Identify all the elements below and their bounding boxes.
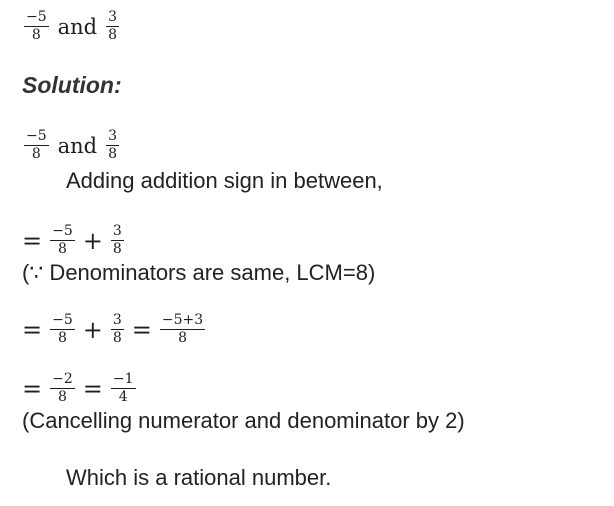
numerator: 3: [112, 312, 122, 328]
numerator: −5: [26, 9, 47, 25]
equals-sign: =: [22, 315, 43, 344]
numerator: −5+3: [161, 312, 204, 328]
denominator: 8: [31, 27, 41, 43]
fraction: [24, 129, 49, 162]
denominator: 8: [112, 241, 122, 257]
equation-1: [22, 224, 126, 257]
step-adding-text: Adding addition sign in between,: [66, 168, 383, 193]
fraction: [111, 313, 124, 346]
numerator: −2: [52, 371, 73, 387]
fraction: [111, 224, 124, 257]
cancel-note: (Cancelling numerator and denominator by 2): [22, 408, 465, 433]
numerator: −1: [112, 371, 134, 387]
equals-sign: =: [131, 315, 152, 344]
plus-sign: +: [82, 226, 103, 255]
denominator: 8: [57, 389, 67, 405]
fraction: [50, 224, 75, 257]
and-word: and: [57, 133, 98, 158]
equals-sign: =: [22, 226, 43, 255]
lcm-note: (∵ Denominators are same, LCM=8): [22, 260, 376, 285]
solution-heading: Solution:: [22, 72, 122, 98]
numerator: 3: [108, 9, 118, 25]
and-word: and: [57, 14, 98, 39]
numerator: 3: [112, 223, 122, 239]
equals-sign: =: [22, 374, 43, 403]
denominator: 8: [178, 330, 187, 346]
numerator: 3: [108, 128, 118, 144]
fraction: [50, 372, 75, 405]
plus-sign: +: [82, 315, 103, 344]
fraction: [160, 313, 205, 346]
denominator: 8: [57, 241, 67, 257]
denominator: 8: [108, 27, 118, 43]
fraction: [106, 10, 119, 43]
fraction: [24, 10, 49, 43]
question-expression: [22, 10, 121, 43]
equation-3: [22, 372, 138, 405]
equals-sign: =: [82, 374, 103, 403]
fraction: [106, 129, 119, 162]
fraction: [50, 313, 75, 346]
denominator: 8: [112, 330, 122, 346]
denominator: 4: [118, 389, 128, 405]
denominator: 8: [57, 330, 67, 346]
numerator: −5: [52, 312, 73, 328]
restated-expression: [22, 129, 121, 162]
equation-2: [22, 313, 207, 346]
denominator: 8: [31, 146, 41, 162]
denominator: 8: [108, 146, 118, 162]
numerator: −5: [52, 223, 73, 239]
conclusion-text: Which is a rational number.: [66, 465, 332, 490]
fraction: [111, 372, 136, 405]
numerator: −5: [26, 128, 47, 144]
